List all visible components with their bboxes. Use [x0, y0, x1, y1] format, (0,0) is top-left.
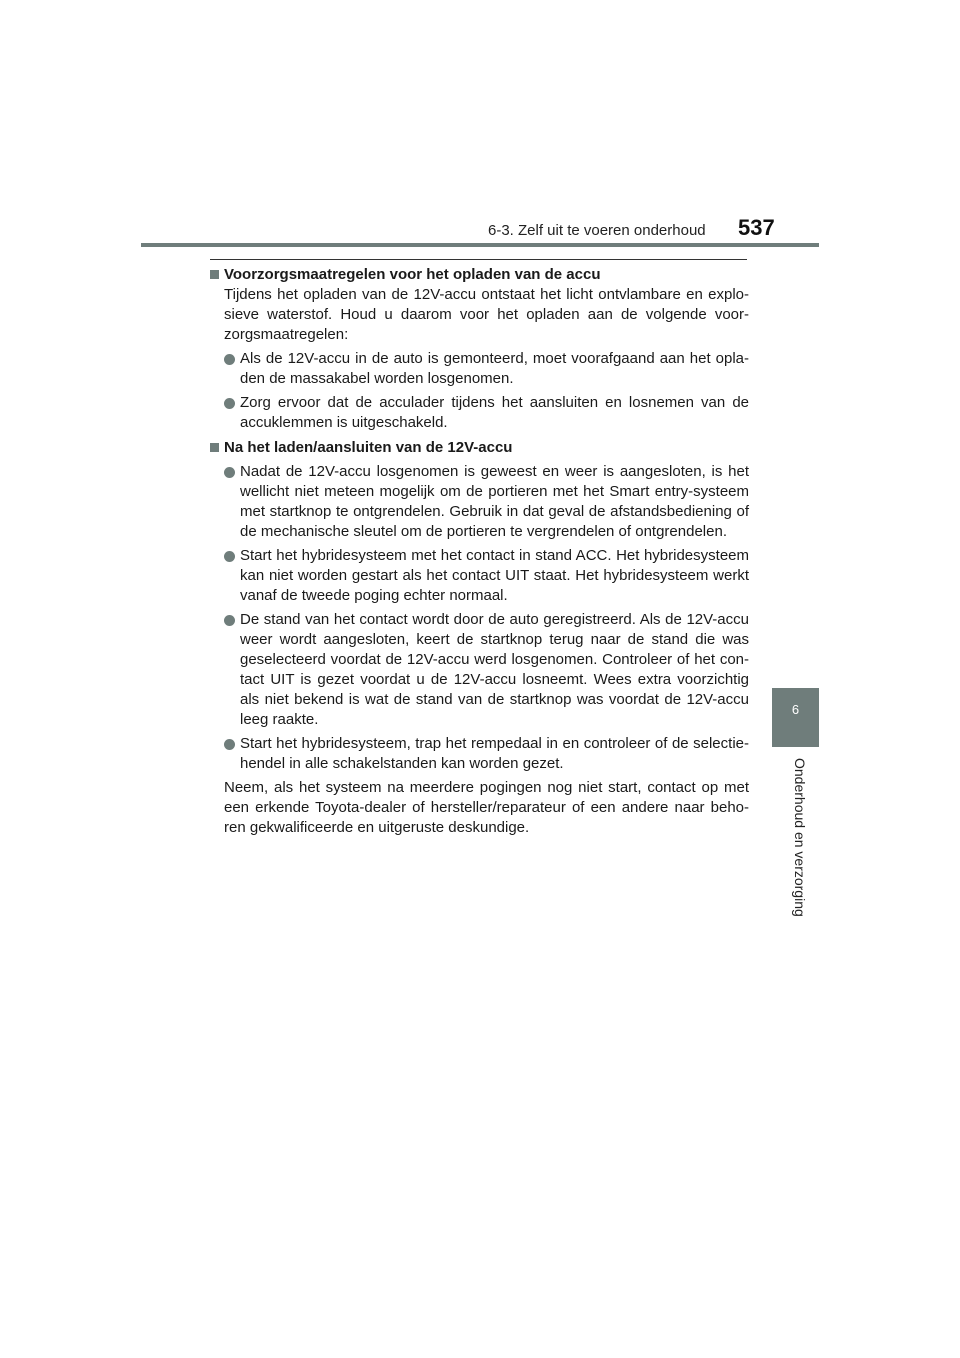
list-item [224, 734, 749, 774]
list-item [224, 610, 749, 730]
chapter-title-vertical: Onderhoud en verzorging [792, 758, 808, 917]
content-top-rule [210, 259, 747, 260]
section-intro: Tijdens het opladen van de 12V-accu ontstaat het licht ontvlambare en explo-sieve waterstof. Houd u daarom voor het opladen aan de volgende voor-zorgsmaatregelen: [224, 286, 749, 343]
chapter-number: 6 [791, 702, 800, 717]
round-bullet-icon [224, 354, 235, 365]
list-item-text: Start het hybridesysteem, trap het rempedaal in en controleer of de selectie-hendel in alle schakelstanden kan worden gezet. [240, 735, 749, 772]
round-bullet-icon [224, 739, 235, 750]
header-section-title: 6-3. Zelf uit te voeren onderhoud [488, 222, 706, 239]
list-item [224, 393, 749, 433]
section-heading-text: Na het laden/aansluiten van de 12V-accu [224, 439, 513, 456]
square-bullet-icon [210, 443, 219, 452]
round-bullet-icon [224, 398, 235, 409]
list-item-text: Start het hybridesysteem met het contact in stand ACC. Het hybridesysteem kan niet worden gestart als het contact UIT staat. Het hybridesysteem werkt vanaf de tweede poging echter normaal. [240, 547, 749, 604]
list-item [224, 546, 749, 606]
section-heading-text: Voorzorgsmaatregelen voor het opladen van de accu [224, 266, 601, 283]
square-bullet-icon [210, 270, 219, 279]
list-item-text: Zorg ervoor dat de acculader tijdens het aansluiten en losnemen van de accuklemmen is uitgeschakeld. [240, 394, 749, 431]
list-item [224, 349, 749, 389]
header-rule [141, 243, 819, 247]
page-content [210, 265, 749, 838]
chapter-tab [772, 688, 819, 747]
round-bullet-icon [224, 551, 235, 562]
section-heading [210, 265, 749, 285]
list-item-text: De stand van het contact wordt door de auto geregistreerd. Als de 12V-accu weer wordt aangesloten, keert de startknop terug naar de stand die was geselecteerd voordat de 12V-accu werd losgenomen. Controleer of het con-tact UIT is gezet voordat u de 12V-accu losneemt. Wees extra voorzichtig als niet bekend is wat de stand van de startknop was voordat de 12V-accu leeg raakte. [240, 611, 749, 728]
round-bullet-icon [224, 467, 235, 478]
round-bullet-icon [224, 615, 235, 626]
list-item-text: Als de 12V-accu in de auto is gemonteerd, moet voorafgaand aan het opla-den de massakabel worden losgenomen. [240, 350, 749, 387]
list-item [224, 462, 749, 542]
list-item-text: Nadat de 12V-accu losgenomen is geweest en weer is aangesloten, is het wellicht niet meteen mogelijk om de portieren met het Smart entry-systeem met startknop te ontgrendelen. Gebruik in dat geval de afstandsbediening of de mechanische sleutel om de portieren te vergrendelen of ontgrendelen. [240, 463, 749, 540]
page-number: 537 [738, 215, 775, 240]
closing-paragraph: Neem, als het systeem na meerdere pogingen nog niet start, contact op met een erkende Toyota-dealer of hersteller/reparateur of een andere naar beho-ren gekwalificeerde en uitgeruste deskundige. [224, 779, 749, 836]
section-heading [210, 438, 749, 458]
